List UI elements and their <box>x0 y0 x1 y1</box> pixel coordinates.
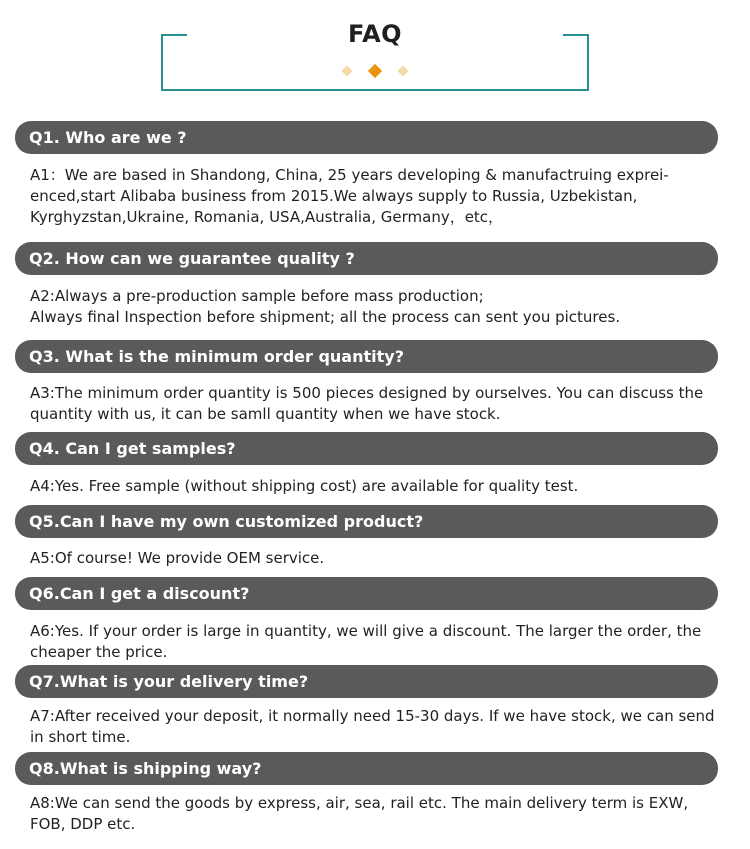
question-bar-q6 <box>15 577 718 610</box>
question-bar-q3 <box>15 340 718 373</box>
answer-line: A7:After received your deposit, it normally need 15-30 days. If we have stock, we can send in short time. <box>30 707 715 746</box>
question-text: Q3. What is the minimum order quantity? <box>29 347 404 366</box>
answer-line: A3:The minimum order quantity is 500 pieces designed by ourselves. You can discuss the quantity with us, it can be samll quantity when we have stock. <box>30 384 704 423</box>
answer-line: A4:Yes. Free sample (without shipping cost) are available for quality test. <box>30 477 579 495</box>
answer-q5 <box>30 548 720 569</box>
question-text: Q4. Can I get samples? <box>29 439 236 458</box>
answer-q7 <box>30 706 720 748</box>
diamond-right-icon <box>397 65 408 76</box>
answer-q1 <box>30 165 720 228</box>
diamond-left-icon <box>341 65 352 76</box>
question-text: Q5.Can I have my own customized product? <box>29 512 424 531</box>
answer-q2 <box>30 286 720 328</box>
question-text: Q6.Can I get a discount? <box>29 584 250 603</box>
question-bar-q5 <box>15 505 718 538</box>
answer-line: A1：We are based in Shandong, China, 25 years developing & manufactruing exprei-enced,start Alibaba business from 2015.We always supply to Russia, Uzbekistan, Kyrghyzstan,Ukraine, Romania, USA,Australia, Germany，etc， <box>30 166 669 226</box>
answer-line: A5:Of course! We provide OEM service. <box>30 549 325 567</box>
diamond-ornament <box>0 60 750 76</box>
answer-q6 <box>30 621 720 663</box>
answer-line: Always final Inspection before shipment; all the process can sent you pictures. <box>30 308 621 326</box>
question-bar-q7 <box>15 665 718 698</box>
answer-line: A8:We can send the goods by express, air, sea, rail etc. The main delivery term is EXW, FOB, DDP etc. <box>30 794 689 833</box>
answer-line: A6:Yes. If your order is large in quantity, we will give a discount. The larger the order, the cheaper the price. <box>30 622 702 661</box>
question-bar-q1 <box>15 121 718 154</box>
diamond-center-icon <box>368 63 382 77</box>
question-text: Q7.What is your delivery time? <box>29 672 309 691</box>
answer-q4 <box>30 476 720 497</box>
answer-q8 <box>30 793 720 835</box>
answer-line: A2:Always a pre-production sample before mass production; <box>30 287 484 305</box>
page-title: FAQ <box>347 20 403 48</box>
question-text: Q2. How can we guarantee quality ? <box>29 249 355 268</box>
question-bar-q8 <box>15 752 718 785</box>
question-text: Q1. Who are we ? <box>29 128 187 147</box>
question-bar-q2 <box>15 242 718 275</box>
answer-q3 <box>30 383 720 425</box>
question-bar-q4 <box>15 432 718 465</box>
question-text: Q8.What is shipping way? <box>29 759 262 778</box>
frame-bottom-border <box>161 89 589 91</box>
